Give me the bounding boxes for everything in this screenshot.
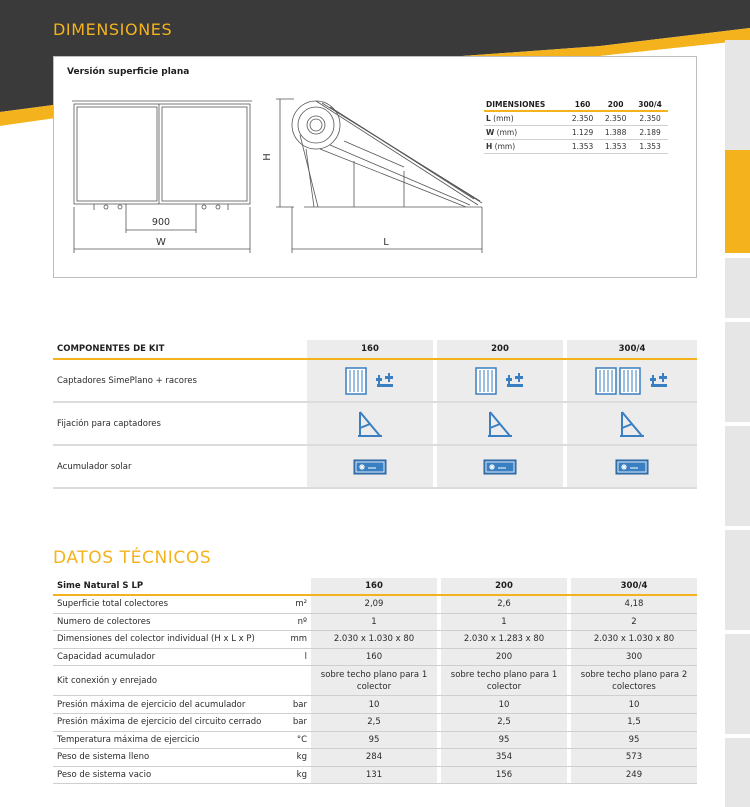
solar-collector-icon — [345, 367, 367, 395]
kit-row-label: Captadores SimePlano + racores — [53, 360, 307, 403]
dimensions-box-label: Versión superficie plana — [67, 67, 190, 77]
table-row — [53, 360, 697, 403]
dim-value: 2.350 — [632, 111, 668, 126]
tech-value: 1,5 — [571, 714, 697, 732]
tech-value: sobre techo plano para 1 colector — [311, 666, 437, 696]
tech-header-model: 300/4 — [571, 578, 697, 596]
dim-value: 1.353 — [599, 140, 632, 154]
technical-title: DATOS TÉCNICOS — [53, 548, 212, 568]
tech-row-label: Numero de colectores — [53, 614, 271, 632]
table-row — [484, 126, 668, 140]
height-label: H — [262, 153, 273, 161]
tech-value: 2,5 — [441, 714, 567, 732]
side-tab — [725, 738, 750, 807]
tech-row-label: Dimensiones del colector individual (H x L x P) — [53, 631, 271, 649]
tech-row-unit: l — [271, 649, 311, 667]
side-tab — [725, 258, 750, 318]
tech-value: 95 — [311, 732, 437, 750]
fittings-icon — [649, 373, 669, 389]
tech-row-unit: bar — [271, 714, 311, 732]
tech-value: 1 — [311, 614, 437, 632]
mounting-frame-icon — [487, 410, 513, 438]
tech-row-label: Peso de sistema vacio — [53, 767, 271, 785]
tech-row-label: Presión máxima de ejercicio del acumulador — [53, 696, 271, 714]
dimensions-title: DIMENSIONES — [53, 20, 173, 39]
solar-collector-icon — [595, 367, 641, 395]
fittings-icon — [375, 373, 395, 389]
table-row — [53, 696, 697, 714]
side-tab — [725, 426, 750, 526]
length-label: L — [383, 237, 389, 248]
dim-value: 2.189 — [632, 126, 668, 140]
table-row — [53, 749, 697, 767]
tech-value: 10 — [441, 696, 567, 714]
tech-row-unit — [271, 666, 311, 696]
side-tab — [725, 634, 750, 734]
dim-value: 1.129 — [566, 126, 599, 140]
side-tab — [725, 40, 750, 150]
table-row — [484, 140, 668, 154]
dim-header: 300/4 — [632, 99, 668, 111]
table-row — [53, 403, 697, 446]
dim-header: 200 — [599, 99, 632, 111]
tech-row-unit: m² — [271, 596, 311, 614]
tech-value: 10 — [311, 696, 437, 714]
tech-row-label: Kit conexión y enrejado — [53, 666, 271, 696]
table-row — [53, 649, 697, 667]
solar-tank-icon — [353, 459, 387, 475]
tech-value: 4,18 — [571, 596, 697, 614]
dim-value: 1.388 — [599, 126, 632, 140]
tech-value: sobre techo plano para 2 colectores — [571, 666, 697, 696]
kit-header-model: 200 — [437, 340, 563, 360]
tech-row-unit: mm — [271, 631, 311, 649]
dim-unit: (mm) — [494, 128, 518, 137]
tech-value: 2.030 x 1.283 x 80 — [441, 631, 567, 649]
dim-unit: (mm) — [490, 114, 514, 123]
solar-tank-icon — [615, 459, 649, 475]
table-row — [53, 446, 697, 489]
kit-components-table — [53, 340, 697, 489]
tech-row-label: Temperatura máxima de ejercicio — [53, 732, 271, 750]
solar-tank-icon — [483, 459, 517, 475]
tech-value: 131 — [311, 767, 437, 785]
tech-value: 2,6 — [441, 596, 567, 614]
table-row — [53, 767, 697, 785]
tech-value: 160 — [311, 649, 437, 667]
dim-label: L — [486, 114, 491, 123]
tech-value: sobre techo plano para 1 colector — [441, 666, 567, 696]
side-tab-active — [725, 150, 750, 253]
dimensions-box — [53, 56, 697, 278]
dim-value: 2.350 — [599, 111, 632, 126]
tech-header-label: Sime Natural S LP — [53, 578, 271, 596]
width-label: W — [156, 237, 166, 248]
technical-data-table — [53, 578, 697, 784]
tech-row-unit: kg — [271, 749, 311, 767]
tech-value: 249 — [571, 767, 697, 785]
tech-header-model: 160 — [311, 578, 437, 596]
kit-header-model: 300/4 — [567, 340, 697, 360]
tech-value: 2.030 x 1.030 x 80 — [571, 631, 697, 649]
tech-header-unit — [271, 578, 311, 596]
tech-value: 2.030 x 1.030 x 80 — [311, 631, 437, 649]
dimensions-table — [484, 99, 668, 154]
table-row — [53, 666, 697, 696]
tech-value: 2 — [571, 614, 697, 632]
tech-value: 300 — [571, 649, 697, 667]
table-row — [53, 732, 697, 750]
tech-value: 1 — [441, 614, 567, 632]
tech-row-label: Presión máxima de ejercicio del circuito cerrado — [53, 714, 271, 732]
kit-header-label: COMPONENTES DE KIT — [53, 340, 307, 360]
side-tab — [725, 530, 750, 630]
tech-value: 2,5 — [311, 714, 437, 732]
tech-row-label: Peso de sistema lleno — [53, 749, 271, 767]
tech-value: 2,09 — [311, 596, 437, 614]
dim-value: 2.350 — [566, 111, 599, 126]
mounting-frame-icon — [357, 410, 383, 438]
kit-row-label: Acumulador solar — [53, 446, 307, 489]
tech-row-unit: bar — [271, 696, 311, 714]
side-tab — [725, 322, 750, 422]
tech-value: 573 — [571, 749, 697, 767]
tech-value: 95 — [571, 732, 697, 750]
table-row — [484, 111, 668, 126]
tech-value: 95 — [441, 732, 567, 750]
tech-header-model: 200 — [441, 578, 567, 596]
table-row — [53, 596, 697, 614]
tech-value: 200 — [441, 649, 567, 667]
tech-value: 10 — [571, 696, 697, 714]
dimension-drawing — [54, 57, 698, 279]
dim-label: W — [486, 128, 495, 137]
spacing-label: 900 — [151, 217, 171, 228]
dim-value: 1.353 — [566, 140, 599, 154]
tech-row-unit: kg — [271, 767, 311, 785]
fittings-icon — [505, 373, 525, 389]
tech-row-unit: °C — [271, 732, 311, 750]
dim-unit: (mm) — [492, 142, 516, 151]
dim-header: DIMENSIONES — [484, 99, 566, 111]
solar-collector-icon — [475, 367, 497, 395]
tech-value: 354 — [441, 749, 567, 767]
table-row — [53, 631, 697, 649]
tech-row-unit: nº — [271, 614, 311, 632]
tech-value: 284 — [311, 749, 437, 767]
dim-header: 160 — [566, 99, 599, 111]
tech-value: 156 — [441, 767, 567, 785]
mounting-frame-icon — [619, 410, 645, 438]
table-row — [53, 614, 697, 632]
kit-row-label: Fijación para captadores — [53, 403, 307, 446]
dim-value: 1.353 — [632, 140, 668, 154]
kit-header-model: 160 — [307, 340, 433, 360]
table-row — [53, 714, 697, 732]
dim-label: H — [486, 142, 493, 151]
tech-row-label: Capacidad acumulador — [53, 649, 271, 667]
tech-row-label: Superficie total colectores — [53, 596, 271, 614]
